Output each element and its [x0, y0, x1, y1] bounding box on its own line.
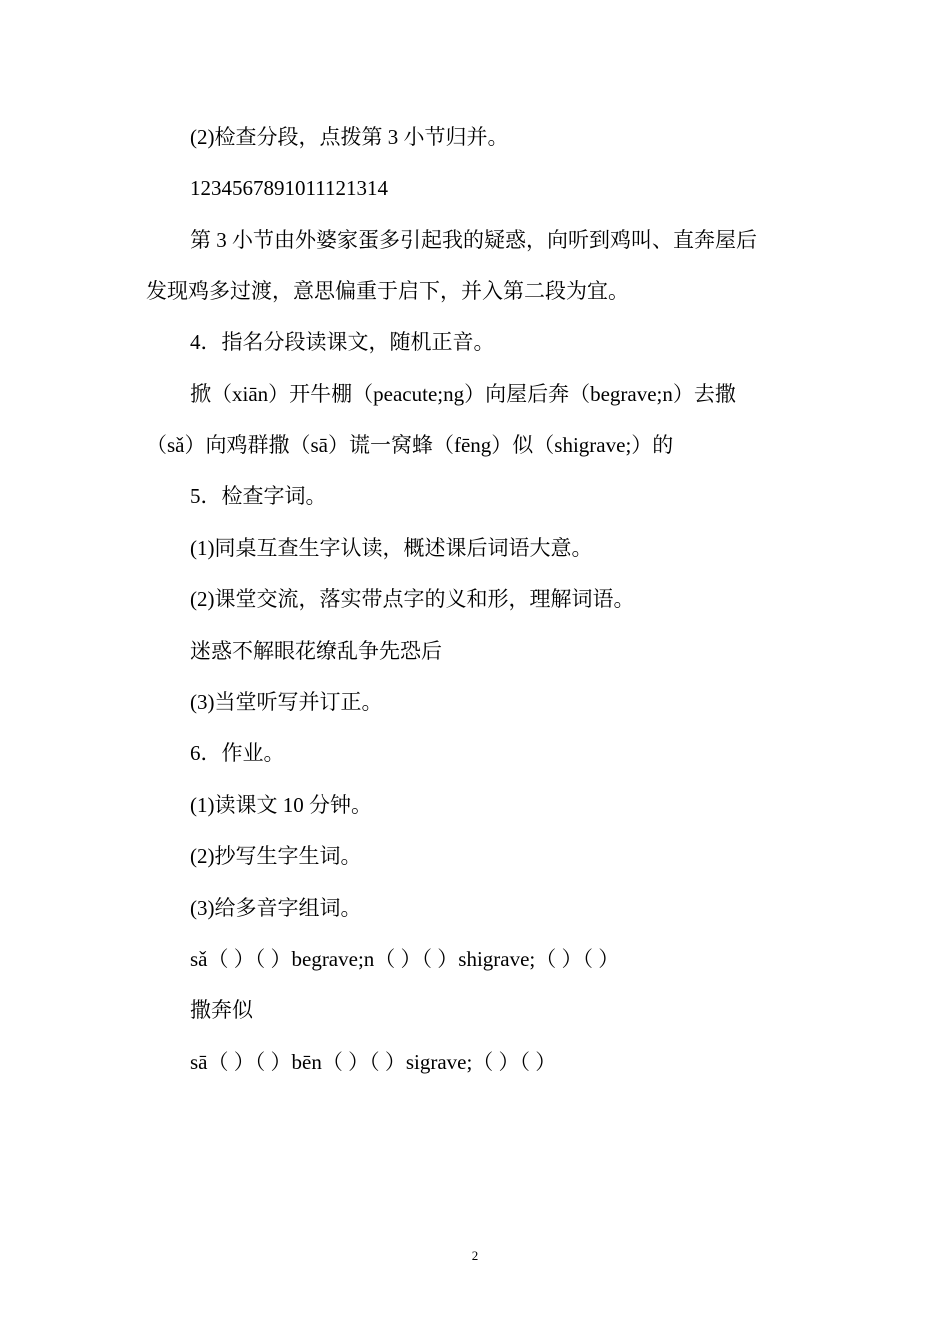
paragraph-step4: 4．指名分段读课文，随机正音。 — [190, 330, 495, 354]
paragraph-step6-2: (2)抄写生字生词。 — [190, 844, 362, 868]
paragraph-step6-1: (1)读课文 10 分钟。 — [190, 793, 372, 817]
paragraph-polyphone-chars: 撒奔似 — [190, 998, 253, 1022]
page-number: 2 — [471, 1248, 479, 1263]
paragraph-word-list: 迷惑不解眼花缭乱争先恐后 — [190, 639, 442, 663]
paragraph-step5-3: (3)当堂听写并订正。 — [190, 690, 383, 714]
paragraph-step6: 6．作业。 — [190, 741, 285, 765]
paragraph-polyphone-row2: sā（ ）（ ）bēn（ ）（ ）sigrave;（ ）（ ） — [190, 1050, 557, 1074]
paragraph-step5: 5．检查字词。 — [190, 484, 327, 508]
paragraph-pinyin-line2: （sǎ）向鸡群撒（sā）谎一窝蜂（fēng）似（shigrave;）的 — [146, 433, 674, 457]
paragraph-step6-3: (3)给多音字组词。 — [190, 896, 362, 920]
paragraph-polyphone-row1: sǎ（ ）（ ）begrave;n（ ）（ ）shigrave;（ ）（ ） — [190, 947, 620, 971]
paragraph-numbers: 1234567891011121314 — [190, 176, 388, 200]
paragraph-check-sections: (2)检查分段，点拨第 3 小节归并。 — [190, 125, 509, 149]
paragraph-pinyin-line1: 掀（xiān）开牛棚（peacute;ng）向屋后奔（begrave;n）去撒 — [190, 382, 736, 406]
paragraph-section3-line1: 第 3 小节由外婆家蛋多引起我的疑惑，向听到鸡叫、直奔屋后 — [190, 228, 757, 252]
paragraph-section3-line2: 发现鸡多过渡，意思偏重于启下，并入第二段为宜。 — [146, 279, 629, 303]
paragraph-step5-1: (1)同桌互查生字认读，概述课后词语大意。 — [190, 536, 593, 560]
paragraph-step5-2: (2)课堂交流，落实带点字的义和形，理解词语。 — [190, 587, 635, 611]
